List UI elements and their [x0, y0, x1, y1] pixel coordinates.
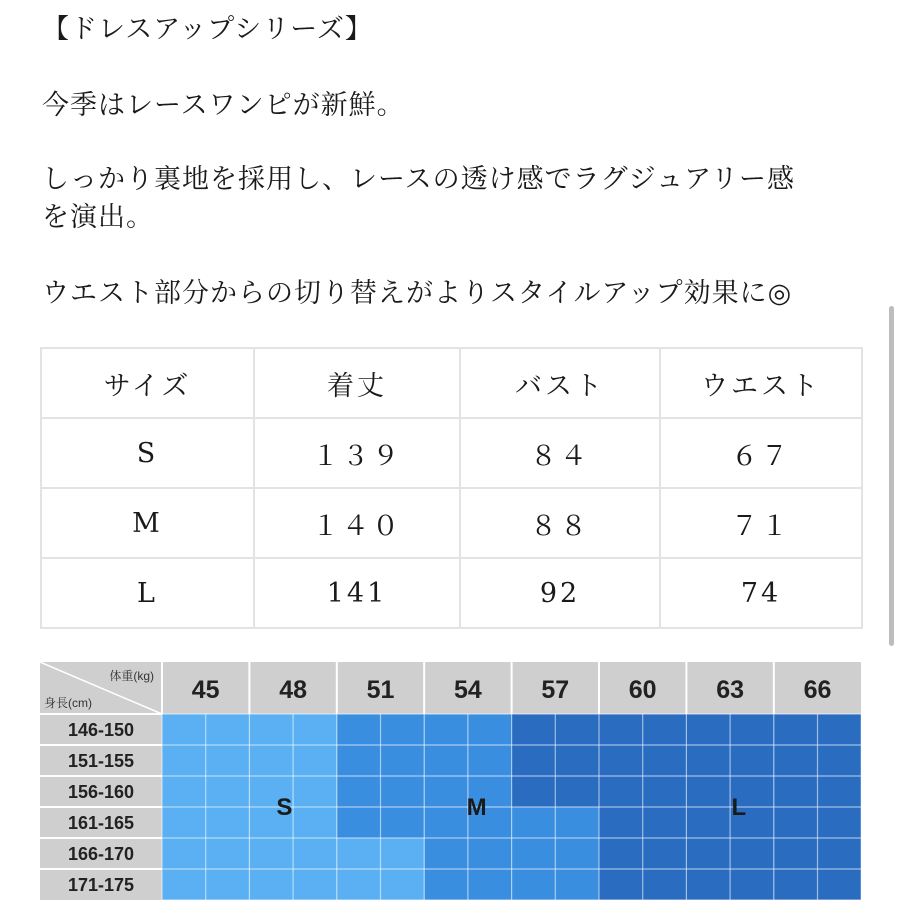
waist-cell: 74 [660, 558, 862, 628]
size-cell: L [41, 558, 254, 628]
weight-column-label: 51 [366, 676, 395, 704]
waist-cell: ７１ [660, 488, 862, 558]
bust-cell: ８４ [460, 418, 660, 488]
size-chart-svg [40, 662, 861, 900]
bust-cell: 92 [460, 558, 660, 628]
zone-label-l: L [731, 794, 747, 821]
corner-weight-label: 体重(kg) [109, 669, 154, 683]
height-row-label: 171-175 [67, 875, 135, 895]
header-cell: バスト [460, 348, 660, 418]
height-row-label: 161-165 [67, 813, 135, 833]
size-table [40, 347, 863, 629]
weight-column-label: 60 [628, 676, 657, 704]
height-row-label: 151-155 [67, 751, 135, 771]
height-row-label: 146-150 [67, 720, 135, 740]
size-cell: S [41, 418, 254, 488]
size-cell: M [41, 488, 254, 558]
height-row-label: 156-160 [67, 782, 135, 802]
waist-cell: ６７ [660, 418, 862, 488]
description-line-1: 今季はレースワンピが新鮮。 [42, 90, 405, 121]
table-row [41, 418, 862, 488]
description-line-4: ウエスト部分からの切り替えがよりスタイルアップ効果に◎ [42, 278, 793, 309]
weight-column-label: 63 [716, 676, 745, 704]
weight-column-label: 66 [803, 676, 832, 704]
length-cell: １４０ [254, 488, 460, 558]
weight-column-label: 45 [191, 676, 220, 704]
length-cell: 141 [254, 558, 460, 628]
header-cell: ウエスト [660, 348, 862, 418]
table-row [41, 488, 862, 558]
table-row [41, 558, 862, 628]
weight-column-label: 57 [541, 676, 570, 704]
length-cell: １３９ [254, 418, 460, 488]
series-title: 【ドレスアップシリーズ】 [42, 14, 373, 45]
weight-column-label: 48 [279, 676, 308, 704]
size-chart [40, 662, 861, 900]
zone-label-s: S [276, 794, 293, 821]
scrollbar[interactable] [889, 306, 894, 646]
size-table-header-row [41, 348, 862, 418]
header-cell: 着丈 [254, 348, 460, 418]
header-cell: サイズ [41, 348, 254, 418]
weight-column-label: 54 [453, 676, 482, 704]
zone-label-m: M [466, 794, 487, 821]
bust-cell: ８８ [460, 488, 660, 558]
corner-height-label: 身長(cm) [44, 696, 92, 710]
description-line-2: しっかり裏地を採用し、レースの透け感でラグジュアリー感 [42, 164, 796, 195]
description-line-3: を演出。 [42, 202, 154, 233]
height-row-label: 166-170 [67, 844, 135, 864]
